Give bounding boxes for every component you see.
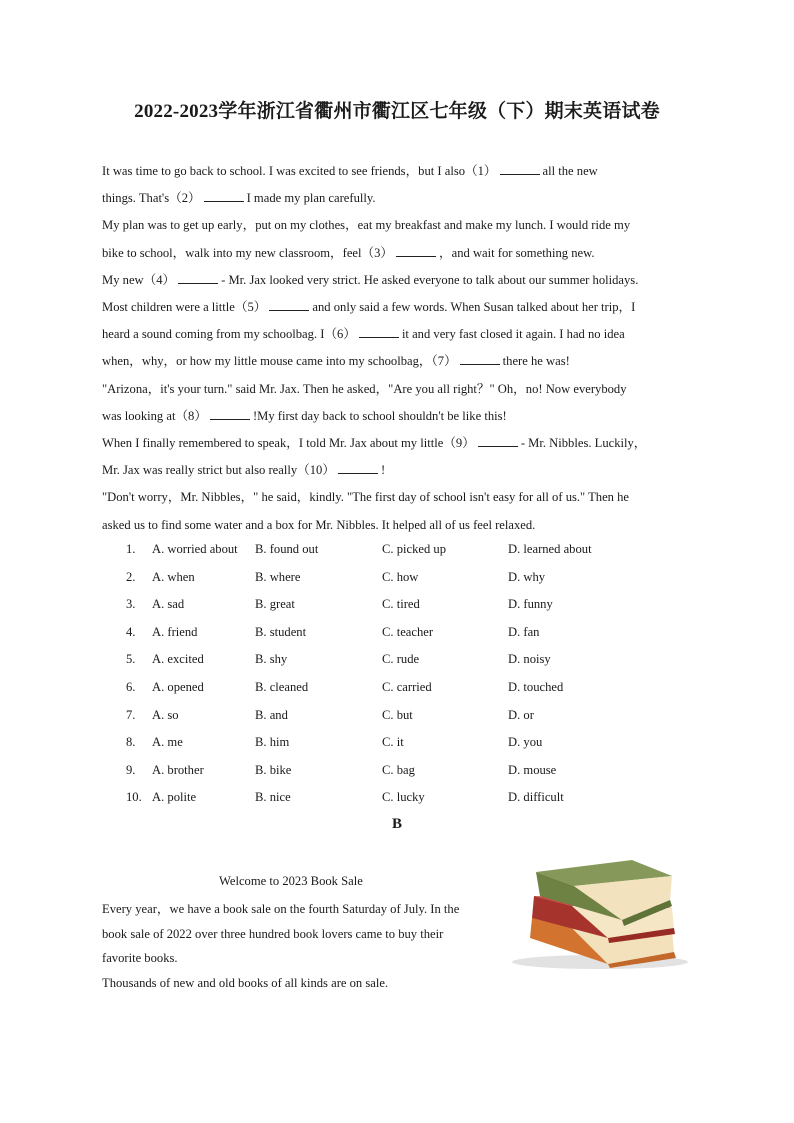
book-sale-line: book sale of 2022 over three hundred book lovers came to buy their	[102, 926, 444, 941]
question-number: 9.	[126, 762, 136, 777]
section-b-label: B	[391, 816, 402, 832]
option-row	[126, 702, 686, 730]
answer-blank	[500, 162, 540, 175]
option-c: C. but	[382, 707, 413, 722]
option-b: B. student	[255, 624, 307, 639]
passage-line	[102, 430, 702, 457]
passage-text: - Mr. Nibbles. Luckily，	[520, 436, 647, 451]
passage-text: It was time to go back to school. I was excited to see friends，but I also（1）	[102, 164, 497, 178]
books-illustration	[512, 856, 692, 972]
passage-text: I made my plan carefully.	[246, 191, 376, 206]
option-a: A. opened	[152, 679, 204, 694]
answer-blank	[396, 244, 436, 257]
answer-blank	[359, 325, 399, 338]
question-number: 3.	[126, 597, 136, 612]
passage-text: heard a sound coming from my schoolbag. I（6）	[102, 327, 356, 342]
option-c: C. bag	[382, 762, 415, 777]
book-sale-line: Thousands of new and old books of all kinds are on sale.	[102, 975, 389, 990]
option-row	[126, 646, 686, 674]
passage-text: Most children were a little（5）	[102, 300, 267, 315]
passage-text: bike to school，walk into my new classroom，feel（3）	[102, 245, 394, 260]
option-a: A. sad	[152, 597, 185, 612]
option-d: D. touched	[508, 679, 564, 694]
book-sale-heading: Welcome to 2023 Book Sale	[219, 874, 363, 888]
passage-line	[102, 321, 702, 348]
passage-text: My new（4）	[102, 272, 176, 287]
option-a: A. excited	[152, 652, 204, 667]
option-b: B. bike	[255, 762, 292, 777]
passage-a	[102, 158, 702, 539]
option-row	[126, 536, 686, 564]
passage-line	[102, 212, 702, 239]
option-b: B. cleaned	[255, 679, 309, 694]
option-c: C. tired	[382, 597, 420, 612]
option-b: B. great	[255, 597, 295, 612]
passage-text: when，why，or how my little mouse came into my schoolbag，（7）	[102, 354, 457, 369]
option-d: D. learned about	[508, 542, 592, 556]
option-d: D. funny	[508, 597, 553, 612]
passage-text: all the new	[542, 164, 598, 178]
option-c: C. how	[382, 569, 419, 584]
passage-line	[102, 512, 702, 539]
option-d: D. fan	[508, 624, 540, 639]
answer-blank	[269, 298, 309, 311]
option-row	[126, 784, 686, 812]
option-a: A. brother	[152, 762, 204, 777]
option-a: A. worried about	[152, 542, 238, 556]
passage-text: ，and wait for something new.	[439, 245, 595, 260]
passage-text: !	[380, 463, 386, 478]
option-b: B. nice	[255, 790, 291, 805]
passage-text: was looking at（8）	[102, 408, 207, 423]
answer-blank	[478, 434, 518, 447]
option-c: C. carried	[382, 679, 432, 694]
option-d: D. why	[508, 569, 546, 584]
option-a: A. friend	[152, 624, 198, 639]
option-row	[126, 591, 686, 619]
passage-line	[102, 484, 702, 511]
passage-text: it and very fast closed it again. I had no idea	[401, 327, 625, 342]
option-d: D. you	[508, 735, 543, 750]
passage-text: there he was!	[502, 354, 570, 369]
passage-text: "Don't worry，Mr. Nibbles，" he said，kindly. "The first day of school isn't easy for all of us." Then he	[102, 490, 630, 505]
question-number: 4.	[126, 624, 136, 639]
question-number: 6.	[126, 679, 136, 694]
option-b: B. and	[255, 707, 288, 722]
question-number: 5.	[126, 652, 136, 667]
book-sale-text	[102, 897, 507, 995]
question-number: 2.	[126, 569, 136, 584]
passage-line	[102, 294, 702, 321]
question-number: 8.	[126, 735, 136, 750]
passage-text: things. That's（2）	[102, 191, 201, 206]
passage-text: asked us to find some water and a box for Mr. Nibbles. It helped all of us feel relaxed.	[102, 517, 536, 532]
option-a: A. polite	[152, 790, 197, 805]
option-d: D. difficult	[508, 790, 564, 805]
option-d: D. mouse	[508, 762, 557, 777]
option-b: B. found out	[255, 542, 319, 556]
passage-text: "Arizona，it's your turn." said Mr. Jax. Then he asked，"Are you all right？" Oh，no! Now everybody	[102, 381, 627, 396]
option-c: C. picked up	[382, 542, 447, 556]
option-c: C. lucky	[382, 790, 425, 805]
passage-line	[102, 185, 702, 212]
answer-blank	[460, 352, 500, 365]
option-a: A. me	[152, 735, 183, 750]
question-number: 7.	[126, 707, 136, 722]
page-title: 2022-2023学年浙江省衢州市衢江区七年级（下）期末英语试卷	[134, 101, 660, 122]
option-row	[126, 757, 686, 785]
book-sale-line: Every year，we have a book sale on the fourth Saturday of July. In the	[102, 902, 460, 916]
option-row	[126, 729, 686, 757]
passage-line	[102, 348, 702, 375]
passage-text: When I finally remembered to speak，I told Mr. Jax about my little（9）	[102, 436, 475, 451]
question-number: 10.	[126, 790, 142, 805]
option-row	[126, 564, 686, 592]
answer-blank	[178, 271, 218, 284]
passage-line	[102, 403, 702, 430]
passage-line	[102, 457, 702, 484]
passage-text: and only said a few words. When Susan talked about her trip，I	[312, 300, 636, 315]
option-a: A. when	[152, 569, 195, 584]
option-row	[126, 619, 686, 647]
option-row	[126, 674, 686, 702]
passage-line	[102, 240, 702, 267]
option-a: A. so	[152, 707, 179, 722]
options-list	[126, 536, 686, 812]
passage-line	[102, 267, 702, 294]
passage-text: My plan was to get up early，put on my clothes，eat my breakfast and make my lunch. I would ride my	[102, 218, 631, 233]
option-d: D. or	[508, 707, 534, 722]
option-b: B. where	[255, 569, 301, 584]
option-c: C. it	[382, 735, 404, 750]
passage-text: !My first day back to school shouldn't be like this!	[252, 408, 507, 423]
passage-text: - Mr. Jax looked very strict. He asked everyone to talk about our summer holidays.	[221, 272, 639, 287]
question-number: 1.	[126, 542, 136, 556]
passage-line	[102, 376, 702, 403]
passage-line	[102, 158, 702, 185]
answer-blank	[210, 407, 250, 420]
passage-text: Mr. Jax was really strict but also really（10）	[102, 463, 335, 478]
answer-blank	[338, 461, 378, 474]
book-sale-line: favorite books.	[102, 951, 178, 965]
answer-blank	[204, 189, 244, 202]
option-d: D. noisy	[508, 652, 551, 667]
option-c: C. teacher	[382, 624, 434, 639]
option-c: C. rude	[382, 652, 420, 667]
option-b: B. shy	[255, 652, 288, 667]
option-b: B. him	[255, 735, 290, 750]
